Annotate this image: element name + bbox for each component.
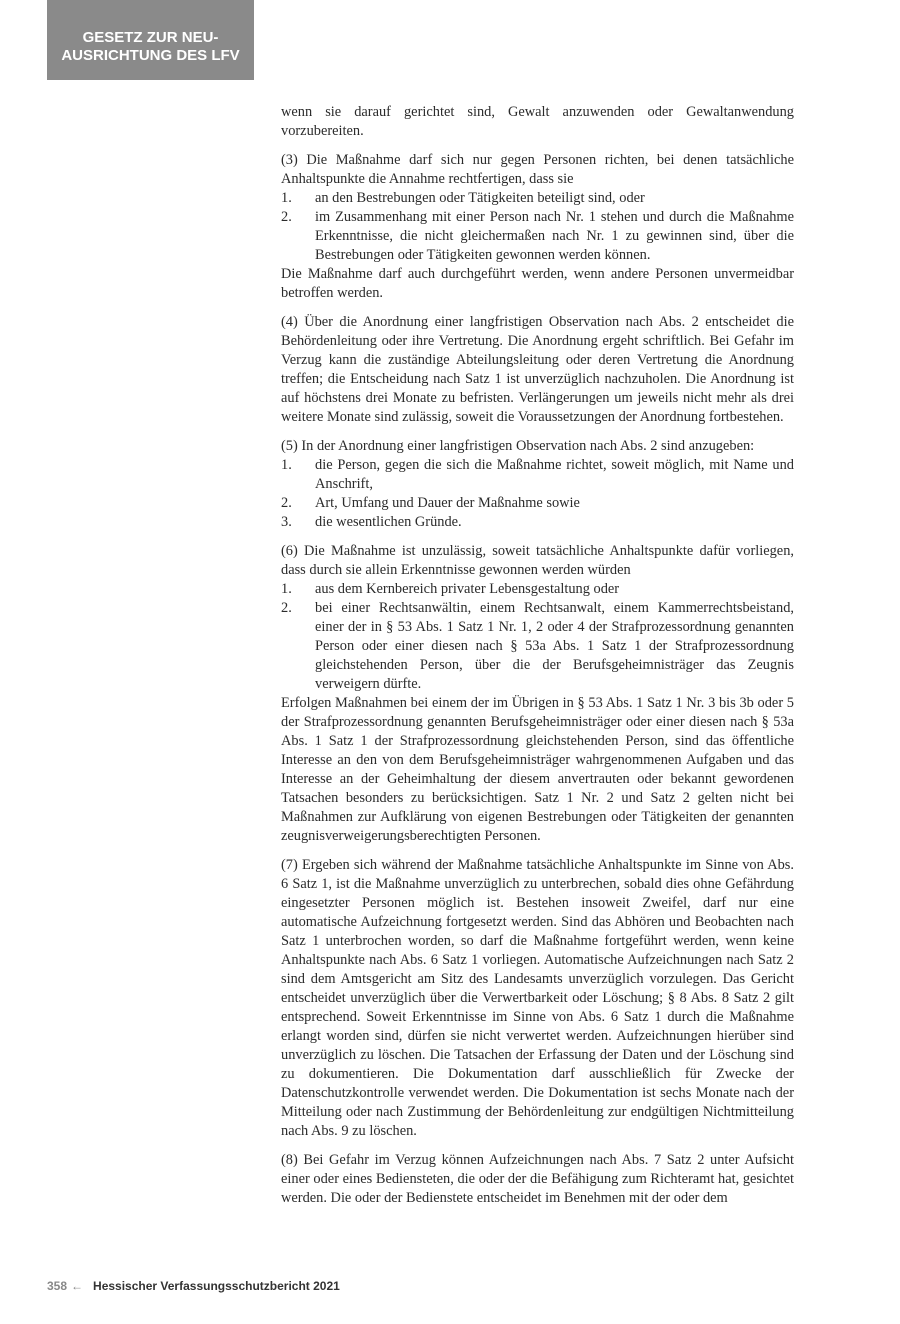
intro-text: wenn sie darauf gerichtet sind, Gewalt anzuwenden oder Gewaltanwendung vorzubereiten. [281, 104, 794, 139]
section-header-line-1: GESETZ ZUR NEU- [82, 29, 219, 46]
paragraph-5 [281, 437, 794, 532]
paragraph-4 [281, 313, 794, 427]
list-item: 2. bei einer Rechtsanwältin, einem Rechtsanwalt, einem Kammerrechtsbeistand, einer der in § 53 Abs. 1 Satz 1 Nr. 1, 2 oder 4 der Strafprozessordnung genannten Person oder einer diesen nach § 53a Abs. 1 Satz 1 der Strafprozessordnung gleichstehenden Person, über die der Berufsgeheimnisträger das Zeugnis verweigern dürfte. [281, 600, 794, 692]
paragraph-6-list [281, 580, 794, 694]
list-item: 3. die wesentlichen Gründe. [281, 514, 462, 530]
paragraph-6-text: (6) Die Maßnahme ist unzulässig, soweit tatsächliche Anhaltspunkte dafür vorliegen, dass durch sie allein Erkenntnisse gewonnen werden würden [281, 543, 794, 578]
intro-paragraph [281, 103, 794, 141]
paragraph-3-list [281, 189, 794, 265]
paragraph-5-text: (5) In der Anordnung einer langfristigen Observation nach Abs. 2 sind anzugeben: [281, 438, 755, 454]
paragraph-4-text: (4) Über die Anordnung einer langfristigen Observation nach Abs. 2 entscheidet die Behördenleitung oder ihre Vertretung. Die Anordnung ergeht schriftlich. Bei Gefahr im Verzug kann die zuständige Abteilungsleitung oder deren Vertretung die Anordnung treffen; die Entscheidung nach Satz 1 ist unverzüglich nachzuholen. Die Anordnung ist auf höchstens drei Monate zu befristen. Verlängerungen um jeweils nicht mehr als drei weitere Monate sind zulässig, soweit die Voraussetzungen der Anordnung fortbestehen. [281, 314, 794, 425]
paragraph-3-text: (3) Die Maßnahme darf sich nur gegen Personen richten, bei denen tatsächliche Anhaltspunkte die Annahme rechtfertigen, dass sie [281, 152, 794, 187]
paragraph-3 [281, 151, 794, 303]
paragraph-3-after: Die Maßnahme darf auch durchgeführt werden, wenn andere Personen unvermeidbar betroffen werden. [281, 266, 794, 301]
paragraph-5-list [281, 456, 794, 532]
page-number: 358 [47, 1279, 68, 1293]
section-header-box [47, 0, 254, 80]
paragraph-7-text: (7) Ergeben sich während der Maßnahme tatsächliche Anhaltspunkte im Sinne von Abs. 6 Satz 1, ist die Maßnahme unverzüglich zu unterbrechen, sobald dies ohne Gefährdung eingesetzter Personen möglich ist. Bestehen insoweit Zweifel, darf nur eine automatische Aufzeichnung fortgesetzt werden. Sind das Abhören und Beobachten nach Satz 1 unterbrochen worden, so darf die Maßnahme fortgeführt werden, wenn keine Anhaltspunkte nach Abs. 6 Satz 1 vorliegen. Automatische Aufzeichnungen nach Satz 2 sind dem Amtsgericht am Sitz des Landesamts unverzüglich vorzulegen. Das Gericht entscheidet unverzüglich über die Verwertbarkeit oder Löschung; § 8 Abs. 8 Satz 2 gilt entsprechend. Soweit Erkenntnisse im Sinne von Abs. 6 Satz 1 durch die Maßnahme erlangt worden sind, dürfen sie nicht verwertet werden. Aufzeichnungen hierüber sind unverzüglich zu löschen. Die Tatsachen der Erfassung der Daten und der Löschung sind zu dokumentieren. Die Dokumentation darf ausschließlich für Zwecke der Datenschutzkontrolle verwendet werden. Die Dokumentation ist sechs Monate nach der Mitteilung oder nach Zustimmung der Behördenleitung zur endgültigen Nichtmitteilung nach Abs. 9 zu löschen. [281, 857, 794, 1139]
list-item: 2. Art, Umfang und Dauer der Maßnahme sowie [281, 495, 580, 511]
list-item: 1. die Person, gegen die sich die Maßnahme richtet, soweit möglich, mit Name und Anschrift, [281, 457, 794, 492]
document-body [281, 103, 794, 1218]
list-item: 1. aus dem Kernbereich privater Lebensgestaltung oder [281, 581, 620, 597]
paragraph-6 [281, 542, 794, 846]
page-footer [47, 1279, 340, 1293]
list-item: 1. an den Bestrebungen oder Tätigkeiten beteiligt sind, oder [281, 190, 645, 206]
arrow-left-icon[interactable]: ← [71, 1279, 84, 1293]
paragraph-8-text: (8) Bei Gefahr im Verzug können Aufzeichnungen nach Abs. 7 Satz 2 unter Aufsicht einer oder eines Bediensteten, die oder der die Befähigung zum Richteramt hat, gesichtet werden. Die oder der Bedienstete entscheidet im Benehmen mit der oder dem [281, 1152, 794, 1206]
section-header-line-2: AUSRICHTUNG DES LFV [61, 47, 240, 64]
paragraph-8 [281, 1151, 794, 1208]
list-item: 2. im Zusammenhang mit einer Person nach Nr. 1 stehen und durch die Maßnahme Erkenntnisse, die nicht gleichermaßen nach Nr. 1 zu gewinnen sind, über die Bestrebungen oder Tätigkeiten gewonnen werden können. [281, 209, 794, 263]
paragraph-7 [281, 856, 794, 1141]
footer-title: Hessischer Verfassungsschutzbericht 2021 [93, 1279, 340, 1293]
paragraph-6-after: Erfolgen Maßnahmen bei einem der im Übrigen in § 53 Abs. 1 Satz 1 Nr. 3 bis 3b oder 5 der Strafprozessordnung genannten Berufsgeheimnisträger oder einer diesen nach § 53a Abs. 1 Satz 1 der Strafprozessordnung gleichstehenden Person, sind das öffentliche Interesse an den von dem Berufsgeheimnisträger wahrgenommenen Aufgaben und das Interesse an der Geheimhaltung der diesem anvertrauten oder bekannt gewordenen Tatsachen besonders zu berücksichtigen. Satz 1 Nr. 2 und Satz 2 gelten nicht bei Maßnahmen zur Aufklärung von eigenen Bestrebungen oder Tätigkeiten der genannten zeugnisverweigerungsberechtigten Personen. [281, 695, 794, 844]
